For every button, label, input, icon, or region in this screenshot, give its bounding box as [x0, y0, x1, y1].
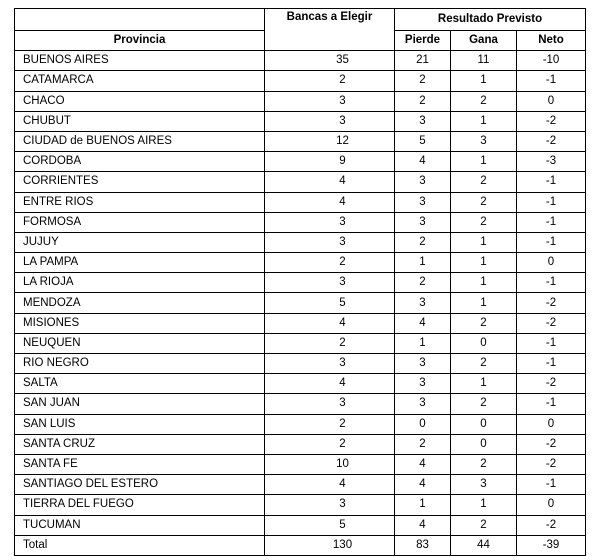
- table-row: [15, 515, 586, 535]
- cell-gana: 2: [451, 212, 517, 232]
- cell-provincia: CHUBUT: [15, 111, 265, 131]
- cell-bancas: 4: [265, 374, 395, 394]
- cell-provincia: NEUQUEN: [15, 333, 265, 353]
- cell-gana: 1: [451, 293, 517, 313]
- table-row: [15, 172, 586, 192]
- cell-neto: -1: [517, 71, 586, 91]
- cell-pierde: 1: [395, 495, 451, 515]
- cell-bancas: 3: [265, 273, 395, 293]
- cell-pierde: 2: [395, 273, 451, 293]
- cell-bancas: 2: [265, 333, 395, 353]
- cell-bancas: 3: [265, 354, 395, 374]
- cell-bancas: 3: [265, 91, 395, 111]
- cell-gana: 1: [451, 273, 517, 293]
- cell-bancas: 2: [265, 434, 395, 454]
- cell-provincia: RIO NEGRO: [15, 354, 265, 374]
- cell-provincia: TUCUMAN: [15, 515, 265, 535]
- cell-neto: -2: [517, 454, 586, 474]
- table-row: [15, 192, 586, 212]
- cell-bancas: 5: [265, 515, 395, 535]
- cell-gana: 2: [451, 313, 517, 333]
- results-table: [14, 8, 586, 556]
- cell-neto: -1: [517, 354, 586, 374]
- cell-provincia: ENTRE RIOS: [15, 192, 265, 212]
- cell-gana: 2: [451, 515, 517, 535]
- header-pierde: Pierde: [395, 31, 451, 51]
- cell-neto: -2: [517, 131, 586, 151]
- cell-pierde: 1: [395, 333, 451, 353]
- cell-total-label: Total: [15, 535, 265, 555]
- cell-pierde: 3: [395, 374, 451, 394]
- cell-neto: -2: [517, 434, 586, 454]
- cell-pierde: 4: [395, 313, 451, 333]
- cell-bancas: 4: [265, 475, 395, 495]
- header-row-top: [15, 9, 586, 31]
- cell-pierde: 2: [395, 434, 451, 454]
- cell-pierde: 2: [395, 71, 451, 91]
- cell-pierde: 3: [395, 172, 451, 192]
- header-empty-cell: [15, 9, 265, 31]
- table-row: [15, 333, 586, 353]
- cell-provincia: CHACO: [15, 91, 265, 111]
- cell-neto: 0: [517, 495, 586, 515]
- table-row: [15, 374, 586, 394]
- table-row: [15, 414, 586, 434]
- cell-total-pierde: 83: [395, 535, 451, 555]
- table-row: [15, 212, 586, 232]
- cell-total-gana: 44: [451, 535, 517, 555]
- cell-neto: -1: [517, 333, 586, 353]
- cell-pierde: 3: [395, 354, 451, 374]
- cell-gana: 2: [451, 354, 517, 374]
- cell-neto: -1: [517, 273, 586, 293]
- cell-bancas: 3: [265, 394, 395, 414]
- cell-pierde: 3: [395, 394, 451, 414]
- cell-provincia: BUENOS AIRES: [15, 51, 265, 71]
- cell-gana: 0: [451, 333, 517, 353]
- cell-provincia: CORRIENTES: [15, 172, 265, 192]
- cell-bancas: 12: [265, 131, 395, 151]
- cell-pierde: 21: [395, 51, 451, 71]
- table-row: [15, 434, 586, 454]
- cell-bancas: 10: [265, 454, 395, 474]
- cell-gana: 0: [451, 414, 517, 434]
- cell-bancas: 3: [265, 232, 395, 252]
- cell-bancas: 4: [265, 313, 395, 333]
- table-row: [15, 131, 586, 151]
- cell-provincia: FORMOSA: [15, 212, 265, 232]
- cell-pierde: 4: [395, 515, 451, 535]
- cell-bancas: 3: [265, 111, 395, 131]
- cell-provincia: CORDOBA: [15, 152, 265, 172]
- cell-gana: 1: [451, 152, 517, 172]
- table-row: [15, 475, 586, 495]
- cell-provincia: SANTIAGO DEL ESTERO: [15, 475, 265, 495]
- header-gana: Gana: [451, 31, 517, 51]
- cell-provincia: LA RIOJA: [15, 273, 265, 293]
- cell-provincia: MISIONES: [15, 313, 265, 333]
- cell-bancas: 4: [265, 172, 395, 192]
- cell-pierde: 0: [395, 414, 451, 434]
- cell-pierde: 4: [395, 152, 451, 172]
- table-row: [15, 354, 586, 374]
- cell-gana: 1: [451, 232, 517, 252]
- cell-neto: -1: [517, 212, 586, 232]
- cell-provincia: SANTA CRUZ: [15, 434, 265, 454]
- cell-bancas: 2: [265, 71, 395, 91]
- cell-gana: 2: [451, 454, 517, 474]
- cell-gana: 3: [451, 131, 517, 151]
- cell-gana: 1: [451, 71, 517, 91]
- cell-provincia: SAN JUAN: [15, 394, 265, 414]
- total-row: [15, 535, 586, 555]
- cell-bancas: 3: [265, 212, 395, 232]
- table-row: [15, 152, 586, 172]
- cell-neto: -1: [517, 172, 586, 192]
- table-row: [15, 111, 586, 131]
- cell-provincia: LA PAMPA: [15, 253, 265, 273]
- table-row: [15, 394, 586, 414]
- cell-gana: 11: [451, 51, 517, 71]
- cell-total-neto: -39: [517, 535, 586, 555]
- cell-pierde: 3: [395, 192, 451, 212]
- cell-neto: -1: [517, 394, 586, 414]
- cell-gana: 1: [451, 111, 517, 131]
- cell-pierde: 3: [395, 111, 451, 131]
- table-body: [15, 51, 586, 556]
- cell-bancas: 3: [265, 495, 395, 515]
- header-bancas: Bancas a Elegir: [265, 9, 395, 51]
- cell-gana: 0: [451, 434, 517, 454]
- table-row: [15, 91, 586, 111]
- cell-neto: -1: [517, 475, 586, 495]
- table-row: [15, 51, 586, 71]
- cell-gana: 1: [451, 495, 517, 515]
- table-row: [15, 71, 586, 91]
- cell-provincia: CIUDAD de BUENOS AIRES: [15, 131, 265, 151]
- cell-bancas: 2: [265, 414, 395, 434]
- cell-gana: 2: [451, 394, 517, 414]
- cell-bancas: 2: [265, 253, 395, 273]
- cell-neto: 0: [517, 253, 586, 273]
- cell-neto: -10: [517, 51, 586, 71]
- cell-neto: -3: [517, 152, 586, 172]
- cell-gana: 3: [451, 475, 517, 495]
- cell-provincia: MENDOZA: [15, 293, 265, 313]
- table-row: [15, 454, 586, 474]
- table-row: [15, 313, 586, 333]
- cell-pierde: 5: [395, 131, 451, 151]
- cell-pierde: 4: [395, 454, 451, 474]
- cell-neto: 0: [517, 91, 586, 111]
- cell-neto: -2: [517, 374, 586, 394]
- cell-pierde: 1: [395, 253, 451, 273]
- cell-neto: -2: [517, 515, 586, 535]
- cell-total-bancas: 130: [265, 535, 395, 555]
- header-neto: Neto: [517, 31, 586, 51]
- cell-neto: -1: [517, 192, 586, 212]
- cell-provincia: CATAMARCA: [15, 71, 265, 91]
- cell-bancas: 35: [265, 51, 395, 71]
- cell-provincia: TIERRA DEL FUEGO: [15, 495, 265, 515]
- cell-gana: 2: [451, 192, 517, 212]
- table-row: [15, 253, 586, 273]
- cell-gana: 2: [451, 172, 517, 192]
- header-resultado-previsto: Resultado Previsto: [395, 9, 586, 31]
- table-row: [15, 495, 586, 515]
- table-row: [15, 273, 586, 293]
- cell-gana: 1: [451, 253, 517, 273]
- cell-pierde: 3: [395, 212, 451, 232]
- cell-provincia: JUJUY: [15, 232, 265, 252]
- cell-gana: 1: [451, 374, 517, 394]
- cell-neto: 0: [517, 414, 586, 434]
- cell-provincia: SALTA: [15, 374, 265, 394]
- header-provincia: Provincia: [15, 31, 265, 51]
- cell-provincia: SANTA FE: [15, 454, 265, 474]
- cell-bancas: 5: [265, 293, 395, 313]
- cell-pierde: 2: [395, 91, 451, 111]
- cell-gana: 2: [451, 91, 517, 111]
- cell-pierde: 3: [395, 293, 451, 313]
- cell-neto: -2: [517, 111, 586, 131]
- cell-bancas: 9: [265, 152, 395, 172]
- table-row: [15, 232, 586, 252]
- cell-neto: -1: [517, 232, 586, 252]
- cell-pierde: 2: [395, 232, 451, 252]
- cell-bancas: 4: [265, 192, 395, 212]
- cell-neto: -2: [517, 293, 586, 313]
- cell-pierde: 4: [395, 475, 451, 495]
- table-row: [15, 293, 586, 313]
- cell-neto: -2: [517, 313, 586, 333]
- cell-provincia: SAN LUIS: [15, 414, 265, 434]
